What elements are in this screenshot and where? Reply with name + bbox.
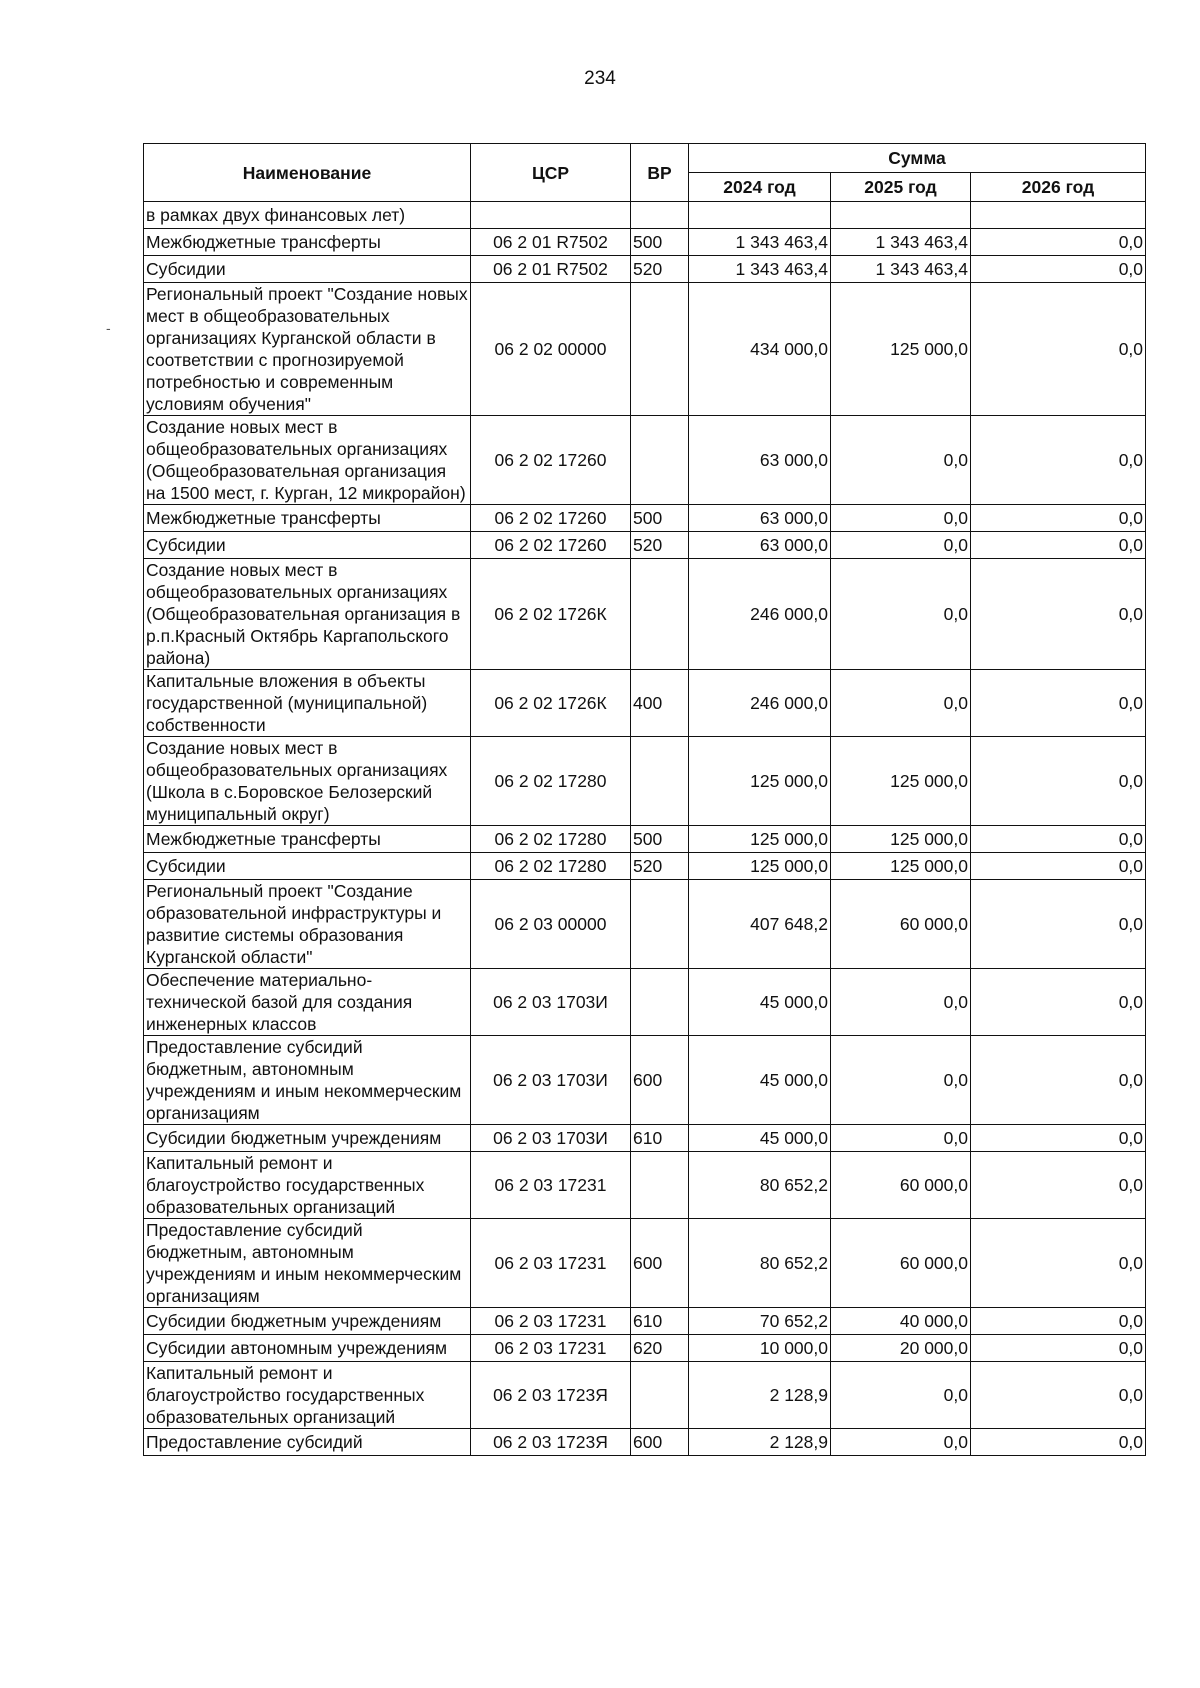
- cell-csr: 06 2 01 R7502: [471, 229, 631, 256]
- cell-2025: 0,0: [831, 559, 971, 670]
- cell-2025: 125 000,0: [831, 853, 971, 880]
- cell-name: Межбюджетные трансферты: [144, 505, 471, 532]
- cell-name: Предоставление субсидий бюджетным, автономным учреждениям и иным некоммерческим организациям: [144, 1036, 471, 1125]
- cell-csr: 06 2 03 17231: [471, 1219, 631, 1308]
- cell-csr: 06 2 02 17280: [471, 826, 631, 853]
- cell-2026: 0,0: [971, 416, 1146, 505]
- table-row: [144, 1429, 1146, 1456]
- cell-2026: 0,0: [971, 1152, 1146, 1219]
- cell-2026: 0,0: [971, 283, 1146, 416]
- header-vr: ВР: [631, 144, 689, 202]
- cell-2026: 0,0: [971, 256, 1146, 283]
- header-sum: Сумма: [689, 144, 1146, 173]
- cell-csr: 06 2 02 1726К: [471, 559, 631, 670]
- margin-mark: -: [106, 320, 111, 336]
- cell-2024: 1 343 463,4: [689, 229, 831, 256]
- cell-2025: 0,0: [831, 670, 971, 737]
- cell-vr: 600: [631, 1429, 689, 1456]
- cell-2024: 80 652,2: [689, 1219, 831, 1308]
- cell-2026: 0,0: [971, 737, 1146, 826]
- cell-name: Обеспечение материально-технической базой для создания инженерных классов: [144, 969, 471, 1036]
- cell-2025: 1 343 463,4: [831, 256, 971, 283]
- cell-name: Субсидии автономным учреждениям: [144, 1335, 471, 1362]
- cell-csr: 06 2 03 1723Я: [471, 1362, 631, 1429]
- cell-vr: 520: [631, 532, 689, 559]
- cell-csr: [471, 202, 631, 229]
- cell-2025: 0,0: [831, 969, 971, 1036]
- budget-table: [143, 143, 1146, 1456]
- header-year-2026: 2026 год: [971, 173, 1146, 202]
- cell-name: Создание новых мест в общеобразовательных организациях (Школа в с.Боровское Белозерский муниципальный округ): [144, 737, 471, 826]
- cell-vr: 600: [631, 1219, 689, 1308]
- cell-name: Капитальный ремонт и благоустройство государственных образовательных организаций: [144, 1152, 471, 1219]
- cell-vr: [631, 1152, 689, 1219]
- cell-2025: 40 000,0: [831, 1308, 971, 1335]
- cell-csr: 06 2 02 17280: [471, 737, 631, 826]
- table-row: [144, 1308, 1146, 1335]
- header-name: Наименование: [144, 144, 471, 202]
- table-row: [144, 826, 1146, 853]
- cell-2026: 0,0: [971, 1125, 1146, 1152]
- table-row: [144, 1219, 1146, 1308]
- cell-name: Субсидии бюджетным учреждениям: [144, 1308, 471, 1335]
- cell-2025: 0,0: [831, 1036, 971, 1125]
- cell-name: Субсидии бюджетным учреждениям: [144, 1125, 471, 1152]
- cell-csr: 06 2 02 17280: [471, 853, 631, 880]
- cell-vr: 620: [631, 1335, 689, 1362]
- cell-2025: 20 000,0: [831, 1335, 971, 1362]
- cell-csr: 06 2 03 1703И: [471, 1125, 631, 1152]
- cell-2024: 407 648,2: [689, 880, 831, 969]
- table-row: [144, 559, 1146, 670]
- cell-2024: 70 652,2: [689, 1308, 831, 1335]
- cell-2026: 0,0: [971, 853, 1146, 880]
- cell-2024: 125 000,0: [689, 853, 831, 880]
- cell-2024: 10 000,0: [689, 1335, 831, 1362]
- cell-name: Предоставление субсидий: [144, 1429, 471, 1456]
- cell-2024: 63 000,0: [689, 505, 831, 532]
- cell-csr: 06 2 03 1703И: [471, 969, 631, 1036]
- cell-2026: 0,0: [971, 1308, 1146, 1335]
- header-csr: ЦСР: [471, 144, 631, 202]
- cell-csr: 06 2 02 17260: [471, 505, 631, 532]
- cell-csr: 06 2 03 17231: [471, 1152, 631, 1219]
- cell-vr: 520: [631, 853, 689, 880]
- cell-2026: [971, 202, 1146, 229]
- cell-csr: 06 2 02 1726К: [471, 670, 631, 737]
- cell-vr: 500: [631, 505, 689, 532]
- cell-name: Создание новых мест в общеобразовательных организациях (Общеобразовательная организация на 1500 мест, г. Курган, 12 микрорайон): [144, 416, 471, 505]
- table-row: [144, 532, 1146, 559]
- cell-name: Предоставление субсидий бюджетным, автономным учреждениям и иным некоммерческим организациям: [144, 1219, 471, 1308]
- cell-name: Субсидии: [144, 532, 471, 559]
- cell-2025: 0,0: [831, 1429, 971, 1456]
- cell-2024: 63 000,0: [689, 532, 831, 559]
- cell-vr: 600: [631, 1036, 689, 1125]
- cell-csr: 06 2 03 1723Я: [471, 1429, 631, 1456]
- cell-2025: 0,0: [831, 416, 971, 505]
- cell-2024: 45 000,0: [689, 969, 831, 1036]
- cell-name: Региональный проект "Создание новых мест в общеобразовательных организациях Курганской области в соответствии с прогнозируемой потребностью и современным условиям обучения": [144, 283, 471, 416]
- header-year-2024: 2024 год: [689, 173, 831, 202]
- cell-2025: 60 000,0: [831, 1219, 971, 1308]
- cell-2025: 0,0: [831, 1125, 971, 1152]
- cell-2024: [689, 202, 831, 229]
- table-row: [144, 1335, 1146, 1362]
- cell-name: Межбюджетные трансферты: [144, 229, 471, 256]
- cell-2026: 0,0: [971, 826, 1146, 853]
- cell-vr: [631, 202, 689, 229]
- table-row: [144, 229, 1146, 256]
- table-body: [144, 202, 1146, 1456]
- cell-2024: 246 000,0: [689, 559, 831, 670]
- cell-2026: 0,0: [971, 559, 1146, 670]
- cell-2025: 1 343 463,4: [831, 229, 971, 256]
- cell-2026: 0,0: [971, 670, 1146, 737]
- header-year-2025: 2025 год: [831, 173, 971, 202]
- cell-vr: [631, 737, 689, 826]
- cell-2026: 0,0: [971, 1219, 1146, 1308]
- cell-csr: 06 2 02 17260: [471, 416, 631, 505]
- table-row: [144, 1362, 1146, 1429]
- cell-2025: 0,0: [831, 1362, 971, 1429]
- cell-2025: 0,0: [831, 505, 971, 532]
- table-row: [144, 1036, 1146, 1125]
- cell-name: Создание новых мест в общеобразовательных организациях (Общеобразовательная организация в р.п.Красный Октябрь Каргапольского района): [144, 559, 471, 670]
- cell-vr: [631, 283, 689, 416]
- cell-2026: 0,0: [971, 969, 1146, 1036]
- cell-2025: 60 000,0: [831, 880, 971, 969]
- cell-vr: [631, 880, 689, 969]
- cell-name: Субсидии: [144, 853, 471, 880]
- cell-vr: 500: [631, 826, 689, 853]
- table-row: [144, 1152, 1146, 1219]
- cell-csr: 06 2 03 00000: [471, 880, 631, 969]
- cell-vr: 610: [631, 1308, 689, 1335]
- table-row: [144, 256, 1146, 283]
- table-row: [144, 1125, 1146, 1152]
- cell-2024: 45 000,0: [689, 1036, 831, 1125]
- cell-vr: [631, 1362, 689, 1429]
- cell-csr: 06 2 03 1703И: [471, 1036, 631, 1125]
- cell-vr: [631, 969, 689, 1036]
- cell-2026: 0,0: [971, 532, 1146, 559]
- cell-2026: 0,0: [971, 1429, 1146, 1456]
- cell-name: Субсидии: [144, 256, 471, 283]
- table-row: [144, 880, 1146, 969]
- cell-2024: 1 343 463,4: [689, 256, 831, 283]
- cell-2025: 60 000,0: [831, 1152, 971, 1219]
- cell-2024: 125 000,0: [689, 737, 831, 826]
- cell-csr: 06 2 03 17231: [471, 1308, 631, 1335]
- cell-csr: 06 2 03 17231: [471, 1335, 631, 1362]
- cell-2024: 434 000,0: [689, 283, 831, 416]
- cell-name: Капитальный ремонт и благоустройство государственных образовательных организаций: [144, 1362, 471, 1429]
- cell-2026: 0,0: [971, 229, 1146, 256]
- cell-vr: 500: [631, 229, 689, 256]
- page-number: 234: [584, 68, 616, 89]
- cell-2025: 0,0: [831, 532, 971, 559]
- cell-name: Межбюджетные трансферты: [144, 826, 471, 853]
- cell-2025: 125 000,0: [831, 826, 971, 853]
- table-row: [144, 505, 1146, 532]
- cell-2026: 0,0: [971, 1335, 1146, 1362]
- table-row: [144, 969, 1146, 1036]
- cell-2024: 246 000,0: [689, 670, 831, 737]
- cell-2024: 63 000,0: [689, 416, 831, 505]
- table-row: [144, 853, 1146, 880]
- cell-2024: 45 000,0: [689, 1125, 831, 1152]
- cell-vr: 610: [631, 1125, 689, 1152]
- cell-csr: 06 2 01 R7502: [471, 256, 631, 283]
- cell-vr: 400: [631, 670, 689, 737]
- cell-vr: 520: [631, 256, 689, 283]
- table-row: [144, 283, 1146, 416]
- cell-name: Капитальные вложения в объекты государственной (муниципальной) собственности: [144, 670, 471, 737]
- cell-vr: [631, 416, 689, 505]
- cell-2025: 125 000,0: [831, 283, 971, 416]
- cell-csr: 06 2 02 00000: [471, 283, 631, 416]
- table-header: [144, 144, 1146, 202]
- table-row: [144, 416, 1146, 505]
- cell-name: в рамках двух финансовых лет): [144, 202, 471, 229]
- cell-2026: 0,0: [971, 1362, 1146, 1429]
- table-row: [144, 737, 1146, 826]
- cell-2026: 0,0: [971, 880, 1146, 969]
- cell-csr: 06 2 02 17260: [471, 532, 631, 559]
- cell-2024: 2 128,9: [689, 1362, 831, 1429]
- cell-2024: 80 652,2: [689, 1152, 831, 1219]
- cell-vr: [631, 559, 689, 670]
- table-row: [144, 202, 1146, 229]
- cell-name: Региональный проект "Создание образовательной инфраструктуры и развитие системы образования Курганской области": [144, 880, 471, 969]
- cell-2026: 0,0: [971, 1036, 1146, 1125]
- table-row: [144, 670, 1146, 737]
- cell-2024: 2 128,9: [689, 1429, 831, 1456]
- cell-2025: 125 000,0: [831, 737, 971, 826]
- cell-2024: 125 000,0: [689, 826, 831, 853]
- cell-2025: [831, 202, 971, 229]
- cell-2026: 0,0: [971, 505, 1146, 532]
